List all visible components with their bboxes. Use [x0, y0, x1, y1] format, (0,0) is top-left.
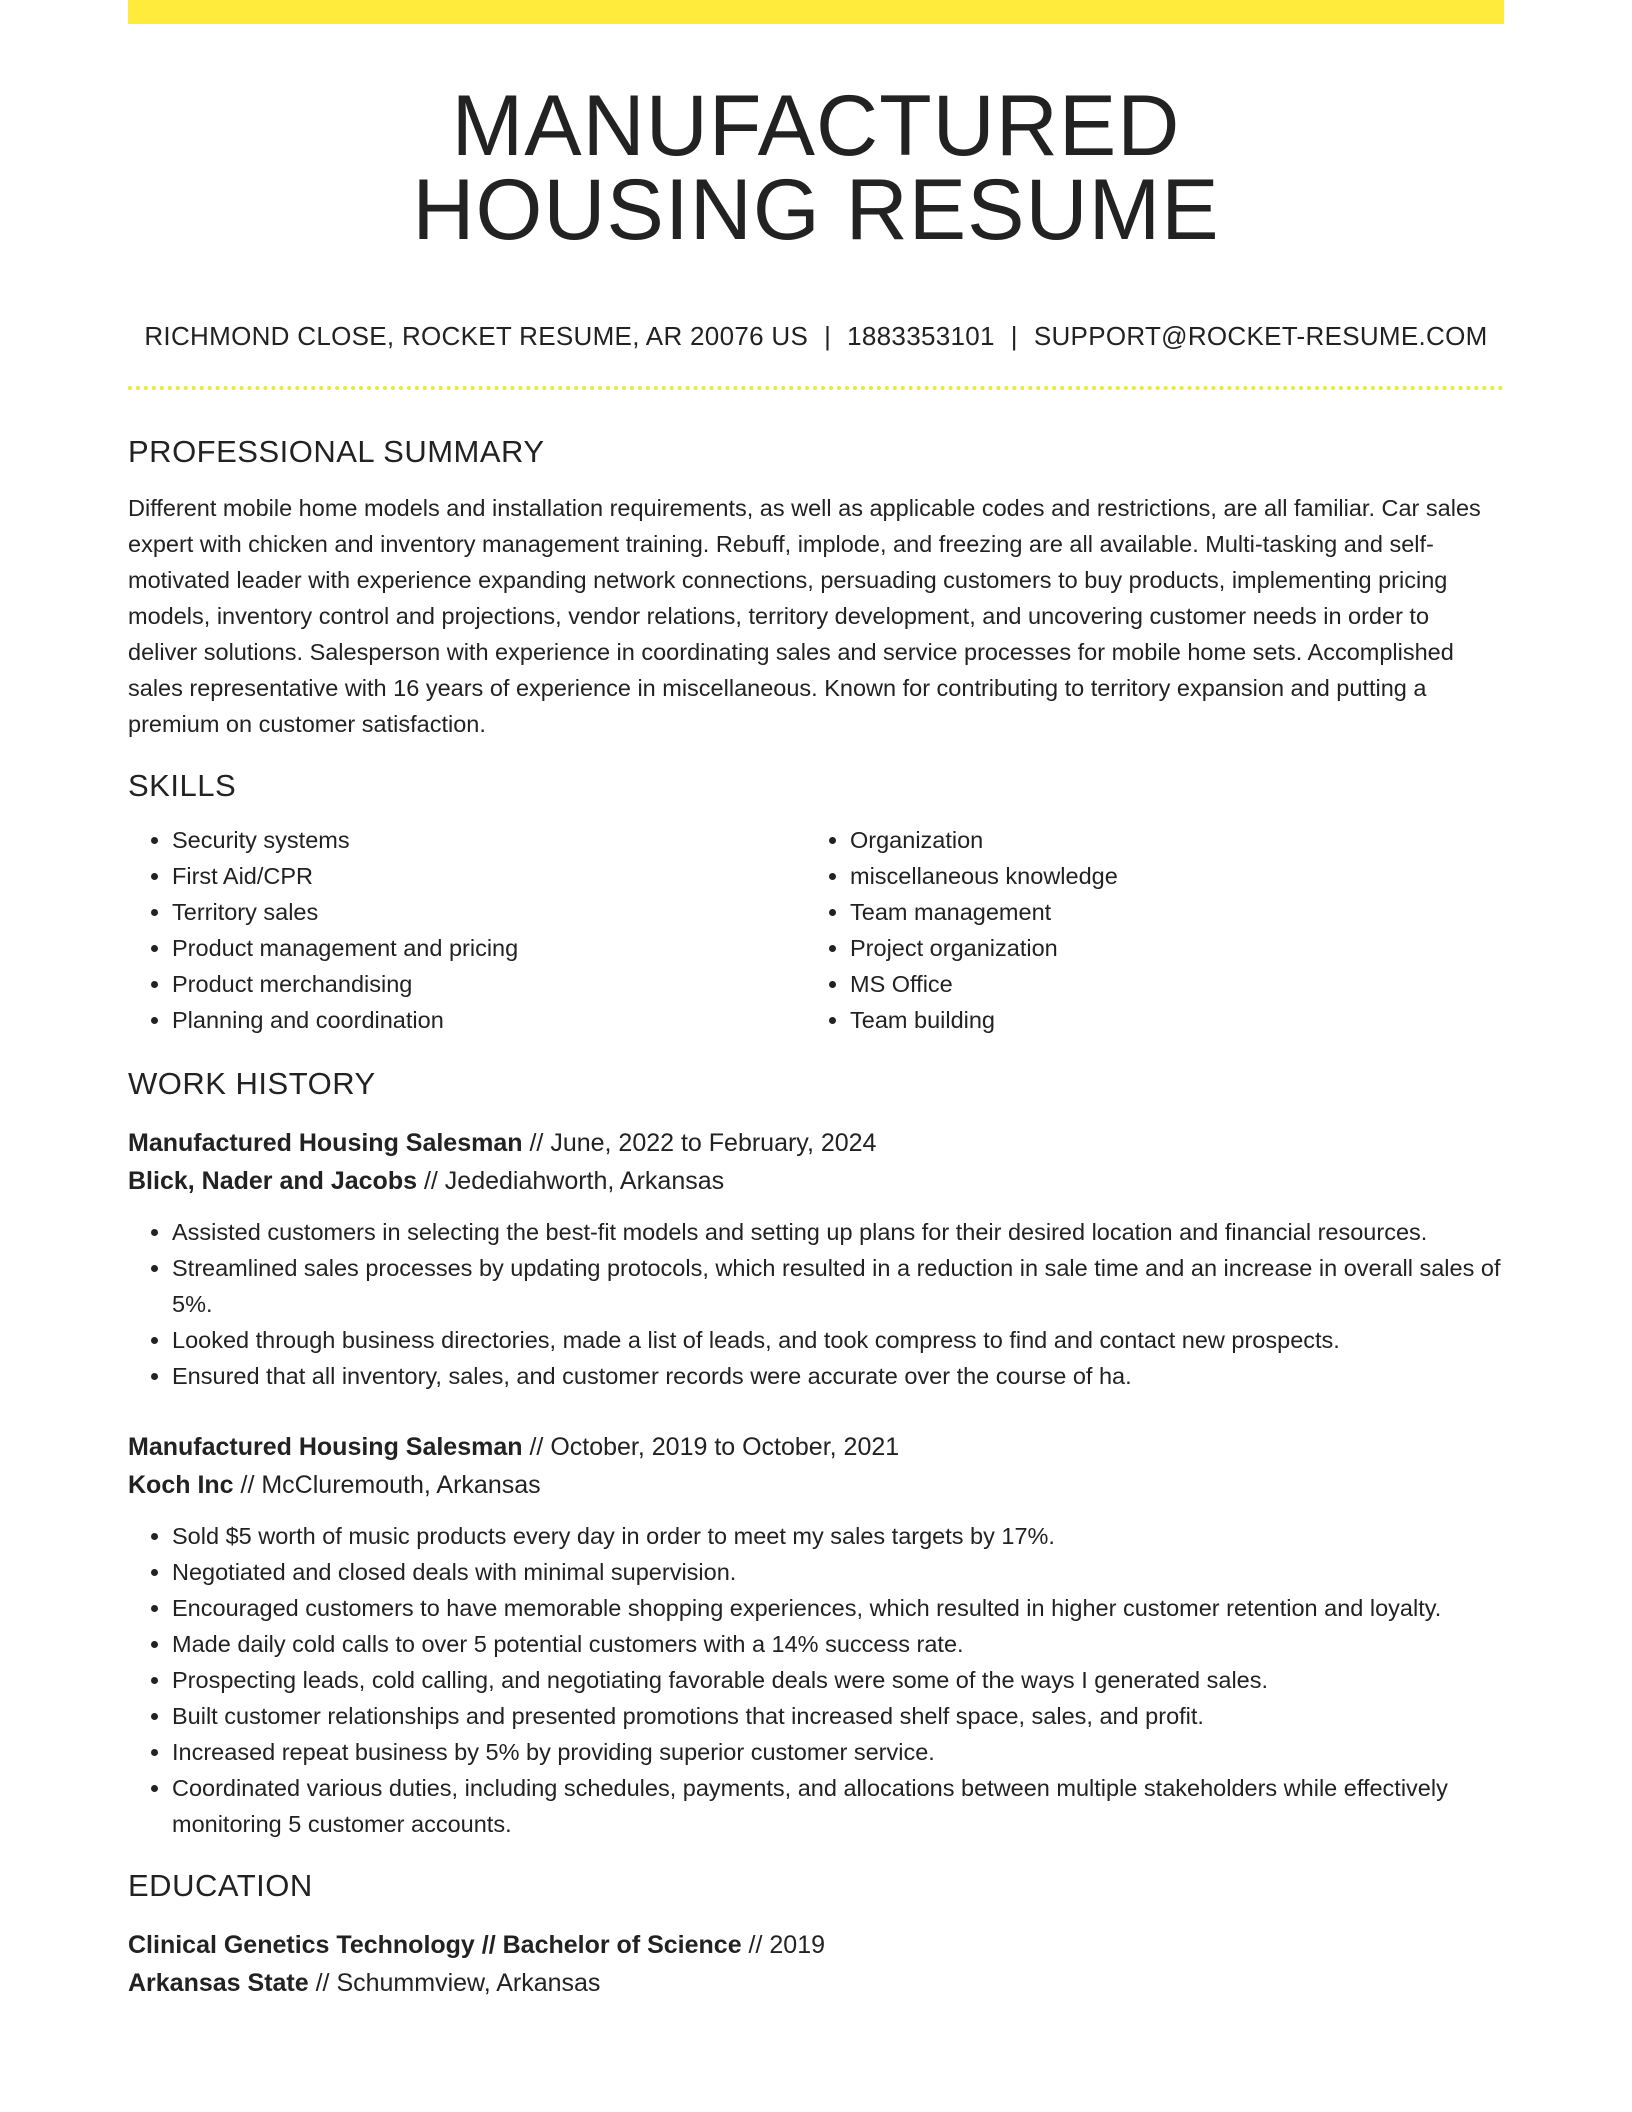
job-bullet: • Sold $5 worth of music products every day in order to meet my sales targets by 17%.: [172, 1518, 1504, 1554]
job-bullet: • Ensured that all inventory, sales, and customer records were accurate over the course of ha.: [172, 1358, 1504, 1394]
work-history-heading: WORK HISTORY: [128, 1066, 376, 1101]
job-bullet: • Prospecting leads, cold calling, and negotiating favorable deals were some of the ways I generated sales.: [172, 1662, 1504, 1698]
skill-item: • Team building: [850, 1002, 1484, 1038]
job-bullet: • Looked through business directories, made a list of leads, and took compress to find and contact new prospects.: [172, 1322, 1504, 1358]
summary-text: Different mobile home models and installation requirements, as well as applicable codes and restrictions, are all familiar. Car sales expert with chicken and inventory management training. Rebuff, implode, and freezing are all available. Multi-tasking and self-motivated leader with experience expanding network connections, persuading customers to buy products, implementing pricing models, inventory control and projections, vendor relations, territory development, and uncovering customer needs in order to deliver solutions. Salesperson with experience in coordinating sales and service processes for mobile home sets. Accomplished sales representative with 16 years of experience in miscellaneous. Known for contributing to territory expansion and putting a premium on customer satisfaction.: [128, 495, 1481, 737]
job-dates: // June, 2022 to February, 2024: [522, 1129, 877, 1157]
contact-address: RICHMOND CLOSE, ROCKET RESUME, AR 20076 US: [144, 321, 809, 351]
skill-item: • Planning and coordination: [172, 1002, 806, 1038]
skill-item: • Team management: [850, 894, 1484, 930]
job-dates: // October, 2019 to October, 2021: [522, 1433, 900, 1461]
education-degree-line: [128, 1926, 1504, 1964]
skill-item: • miscellaneous knowledge: [850, 858, 1484, 894]
contact-separator: |: [1010, 321, 1018, 351]
job-bullet: • Negotiated and closed deals with minimal supervision.: [172, 1554, 1504, 1590]
education-school-line: [128, 1964, 1504, 2002]
job-bullet: • Assisted customers in selecting the best-fit models and setting up plans for their desired location and financial resources.: [172, 1214, 1504, 1250]
accent-bar: [128, 0, 1504, 24]
skill-item: • Product management and pricing: [172, 930, 806, 966]
skills-columns: [128, 822, 1504, 1038]
skill-item: • Product merchandising: [172, 966, 806, 1002]
contact-line: [128, 320, 1504, 352]
summary-heading: PROFESSIONAL SUMMARY: [128, 434, 545, 469]
job-entry: [128, 1124, 1504, 1394]
contact-separator: |: [824, 321, 832, 351]
skill-item: • Security systems: [172, 822, 806, 858]
skills-list-right: [806, 822, 1484, 1038]
education-entry: [128, 1926, 1504, 2002]
job-company-line: [128, 1162, 1504, 1200]
contact-phone: 1883353101: [847, 321, 995, 351]
education-school: Arkansas State: [128, 1969, 309, 1997]
skills-list-left: [128, 822, 806, 1038]
skill-item: • Project organization: [850, 930, 1484, 966]
education-location: // Schummview, Arkansas: [308, 1969, 601, 1997]
dotted-divider: [128, 386, 1504, 390]
resume-title: [128, 78, 1504, 258]
job-bullets: [128, 1518, 1504, 1842]
contact-email: SUPPORT@ROCKET-RESUME.COM: [1033, 321, 1488, 351]
job-title: Manufactured Housing Salesman: [128, 1433, 523, 1461]
job-title-line: [128, 1428, 1504, 1466]
job-bullet: • Streamlined sales processes by updating protocols, which resulted in a reduction in sale time and an increase in overall sales of 5%.: [172, 1250, 1504, 1322]
skill-item: • Organization: [850, 822, 1484, 858]
education-heading: EDUCATION: [128, 1868, 313, 1903]
job-company-line: [128, 1466, 1504, 1504]
title-line-1: MANUFACTURED: [451, 78, 1181, 174]
job-bullet: • Built customer relationships and presented promotions that increased shelf space, sales, and profit.: [172, 1698, 1504, 1734]
skill-item: • MS Office: [850, 966, 1484, 1002]
job-bullet: • Made daily cold calls to over 5 potential customers with a 14% success rate.: [172, 1626, 1504, 1662]
job-location: // McCluremouth, Arkansas: [233, 1471, 541, 1499]
education-year: // 2019: [741, 1931, 826, 1959]
education-degree: Clinical Genetics Technology // Bachelor of Science: [128, 1931, 742, 1959]
skill-item: • Territory sales: [172, 894, 806, 930]
job-bullet: • Increased repeat business by 5% by providing superior customer service.: [172, 1734, 1504, 1770]
job-location: // Jedediahworth, Arkansas: [417, 1167, 725, 1195]
skill-item: • First Aid/CPR: [172, 858, 806, 894]
title-line-2: HOUSING RESUME: [412, 162, 1220, 258]
skills-heading: SKILLS: [128, 768, 237, 803]
job-company: Blick, Nader and Jacobs: [128, 1167, 418, 1195]
job-company: Koch Inc: [128, 1471, 234, 1499]
job-bullets: [128, 1214, 1504, 1394]
job-entry: [128, 1428, 1504, 1842]
job-bullet: • Coordinated various duties, including schedules, payments, and allocations between multiple stakeholders while effectively monitoring 5 customer accounts.: [172, 1770, 1504, 1842]
job-title-line: [128, 1124, 1504, 1162]
job-bullet: • Encouraged customers to have memorable shopping experiences, which resulted in higher customer retention and loyalty.: [172, 1590, 1504, 1626]
resume-page: [128, 0, 1504, 2002]
job-title: Manufactured Housing Salesman: [128, 1129, 523, 1157]
